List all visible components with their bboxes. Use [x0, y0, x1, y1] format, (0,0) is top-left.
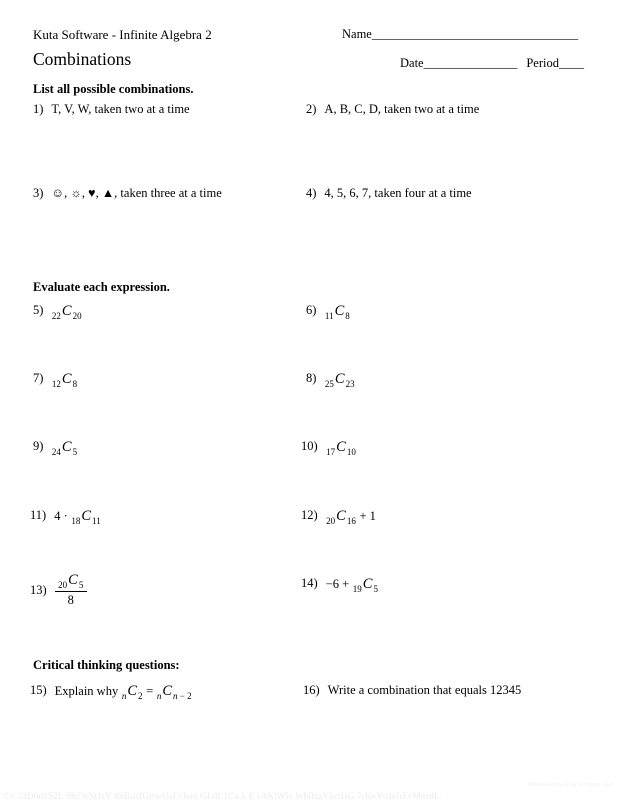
problem-number: 7): [33, 371, 44, 385]
problem-6: [306, 303, 350, 320]
name-blank-line: _________________________________: [371, 27, 579, 41]
problem-number: 9): [33, 439, 44, 453]
problem-expression: $_{17}C_{10}$: [326, 439, 356, 457]
name-field: [342, 27, 578, 42]
problem-number: 13): [30, 582, 47, 597]
problem-number: 14): [301, 576, 318, 590]
problem-expression: $_{12}C_8$: [51, 371, 78, 389]
problem-number: 15): [30, 683, 47, 697]
date-label: Date: [400, 56, 424, 70]
problem-14: [301, 576, 378, 593]
problem-text: Write a combination that equals 12345: [327, 683, 522, 697]
problem-expression: $_{22}C_{20}$: [51, 303, 82, 321]
period-label: Period: [526, 56, 559, 70]
problem-number: 1): [33, 102, 44, 116]
name-label: Name: [342, 27, 372, 41]
problem-3: [33, 186, 222, 201]
worksheet-title: Combinations: [33, 49, 132, 69]
license-id-line: ©v 52D0d1S2L 9KOuStJaY 4SBozfGtrwUaUrIem GLdL1Cx.k E sAKlWlx brbiHgVhctIsG 7rKeYsdeJrFvMezdL.: [3, 792, 443, 800]
problem-10: [301, 439, 356, 456]
problem-1: [33, 102, 190, 117]
problem-number: 10): [301, 439, 318, 453]
problem-expression: $_{20}C_{16} + 1$: [326, 508, 376, 526]
problem-number: 12): [301, 508, 318, 522]
problem-number: 3): [33, 186, 44, 200]
problem-number: 8): [306, 371, 317, 385]
problem-number: 2): [306, 102, 317, 116]
problem-expression: $_{24}C_5$: [51, 439, 78, 457]
date-blank-line: _______________: [423, 56, 518, 70]
problem-expression: $_{11}C_8$: [324, 303, 350, 321]
worksheet-credit: Worksheet by Kuta Software LLC: [527, 781, 614, 788]
problem-expression: $_{25}C_{23}$: [324, 371, 355, 389]
problem-number: 11): [30, 508, 47, 522]
software-title: Kuta Software - Infinite Algebra 2: [33, 27, 212, 42]
problem-expression: $4 \cdot _{18}C_{11}$: [54, 508, 101, 526]
problem-number: 6): [306, 303, 317, 317]
problem-expression: $\frac{_{20}C_5}{8}$: [55, 572, 87, 608]
problem-expression: $-6 + _{19}C_5$: [325, 576, 378, 594]
period-blank-line: ____: [559, 56, 584, 70]
problem-8: [306, 371, 355, 388]
problem-13: [30, 572, 87, 608]
problem-text: A, B, C, D, taken two at a time: [324, 102, 480, 116]
problem-number: 5): [33, 303, 44, 317]
problem-4: [306, 186, 472, 201]
problem-15: [30, 683, 192, 700]
date-period-field: [400, 56, 584, 71]
problem-number: 4): [306, 186, 317, 200]
problem-9: [33, 439, 78, 456]
problem-11: [30, 508, 101, 525]
problem-number: 16): [303, 683, 320, 697]
problem-5: [33, 303, 82, 320]
problem-12: [301, 508, 376, 525]
problem-16: [303, 683, 521, 698]
problem-7: [33, 371, 78, 388]
problem-expression: Explain why $_nC_2 = _nC_{n - 2}$: [54, 683, 192, 701]
section-heading-evaluate: Evaluate each expression.: [33, 280, 170, 294]
problem-text: ☺, ☼, ♥, ▲, taken three at a time: [51, 186, 222, 200]
section-heading-critical-thinking: Critical thinking questions:: [33, 658, 180, 672]
problem-text: T, V, W, taken two at a time: [51, 102, 190, 116]
section-heading-list-combinations: List all possible combinations.: [33, 82, 194, 96]
problem-2: [306, 102, 479, 117]
problem-text: 4, 5, 6, 7, taken four at a time: [324, 186, 472, 200]
